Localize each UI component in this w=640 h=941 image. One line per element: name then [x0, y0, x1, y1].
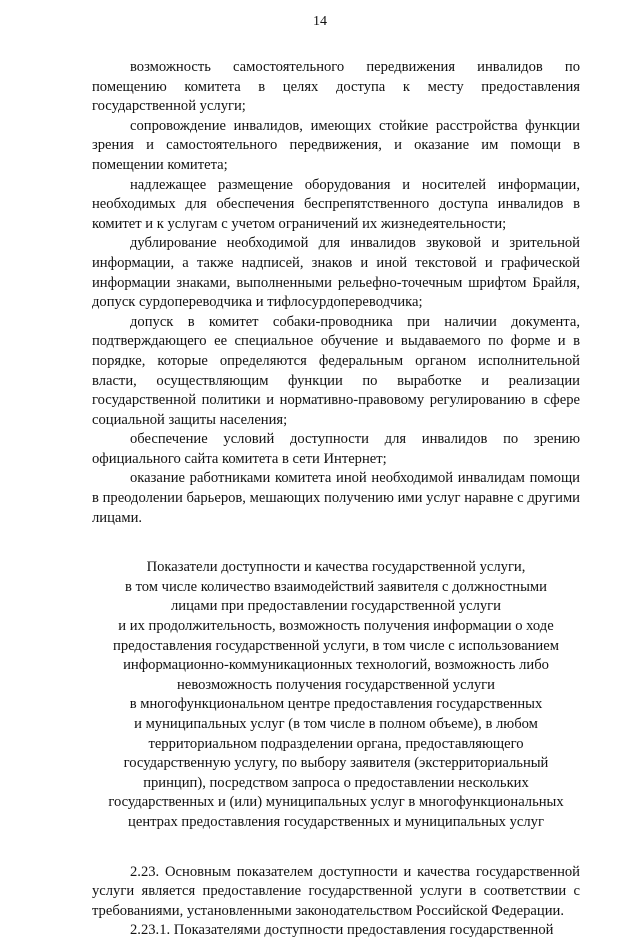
- heading-line: Показатели доступности и качества государственной услуги,: [146, 559, 526, 576]
- heading-line: принцип), посредством запроса о предоставлении нескольких: [143, 774, 529, 791]
- paragraph-duplication: дублирование необходимой для инвалидов звуковой и зрительной информации, а также надписей, знаков и иной текстовой и графической информации знаками, выполненными рельефно-точечным шрифтом Брайля, допуск сурдопереводчика и тифлосурдопереводчика;: [92, 235, 580, 311]
- heading-line: в том числе количество взаимодействий заявителя с должностными: [125, 578, 547, 595]
- paragraph-website: обеспечение условий доступности для инвалидов по зрению официального сайта комитета в сети Интернет;: [92, 431, 580, 467]
- paragraph-equipment: надлежащее размещение оборудования и носителей информации, необходимых для обеспечения беспрепятственного доступа инвалидов в комитет и к услугам с учетом ограничений их жизнедеятельности;: [92, 176, 580, 232]
- paragraph-escort: сопровождение инвалидов, имеющих стойкие расстройства функции зрения и самостоятельного передвижения, и оказание им помощи в помещении комитета;: [92, 117, 580, 173]
- heading-line: государственную услугу, по выбору заявителя (экстерриториальный: [123, 755, 549, 772]
- paragraph-guide-dog: допуск в комитет собаки-проводника при наличии документа, подтверждающего ее специальное обучение и выдаваемого по форме и в порядке, которые определяются федеральным органом исполнительной власти, осуществляющим функции по выработке и реализации государственной политики и нормативно-правовому регулированию в сфере социальной защиты населения;: [92, 313, 580, 428]
- paragraph-2-23-1: 2.23.1. Показателями доступности предоставления государственной: [130, 922, 554, 939]
- heading-line: центрах предоставления государственных и муниципальных услуг: [128, 813, 544, 830]
- heading-line: невозможность получения государственной услуги: [177, 676, 495, 693]
- heading-line: и муниципальных услуг (в том числе в полном объеме), в любом: [134, 716, 538, 732]
- heading-line: в многофункциональном центре предоставления государственных: [129, 696, 543, 713]
- section-heading: [92, 558, 580, 832]
- heading-line: предоставления государственной услуги, в том числе с использованием: [113, 637, 559, 654]
- paragraph-assistance: оказание работниками комитета иной необходимой инвалидам помощи в преодолении барьеров, мешающих получению ими услуг наравне с другими лицами.: [92, 470, 580, 526]
- document-body: [92, 58, 580, 941]
- page-number: 14: [313, 14, 327, 29]
- heading-line: лицами при предоставлении государственной услуги: [171, 598, 501, 615]
- heading-line: информационно-коммуникационных технологий, возможность либо: [123, 657, 549, 674]
- heading-line: территориальном подразделении органа, предоставляющего: [148, 735, 524, 752]
- heading-line: государственных и (или) муниципальных услуг в многофункциональных: [108, 794, 564, 811]
- heading-line: и их продолжительность, возможность получения информации о ходе: [118, 618, 554, 635]
- paragraph-movement: возможность самостоятельного передвижения инвалидов по помещению комитета в целях доступа к месту предоставления государственной услуги;: [92, 59, 580, 115]
- paragraph-2-23: 2.23. Основным показателем доступности и качества государственной услуги является предоставление государственной услуги в соответствии с требованиями, установленными законодательством Российской Федерации.: [92, 863, 580, 919]
